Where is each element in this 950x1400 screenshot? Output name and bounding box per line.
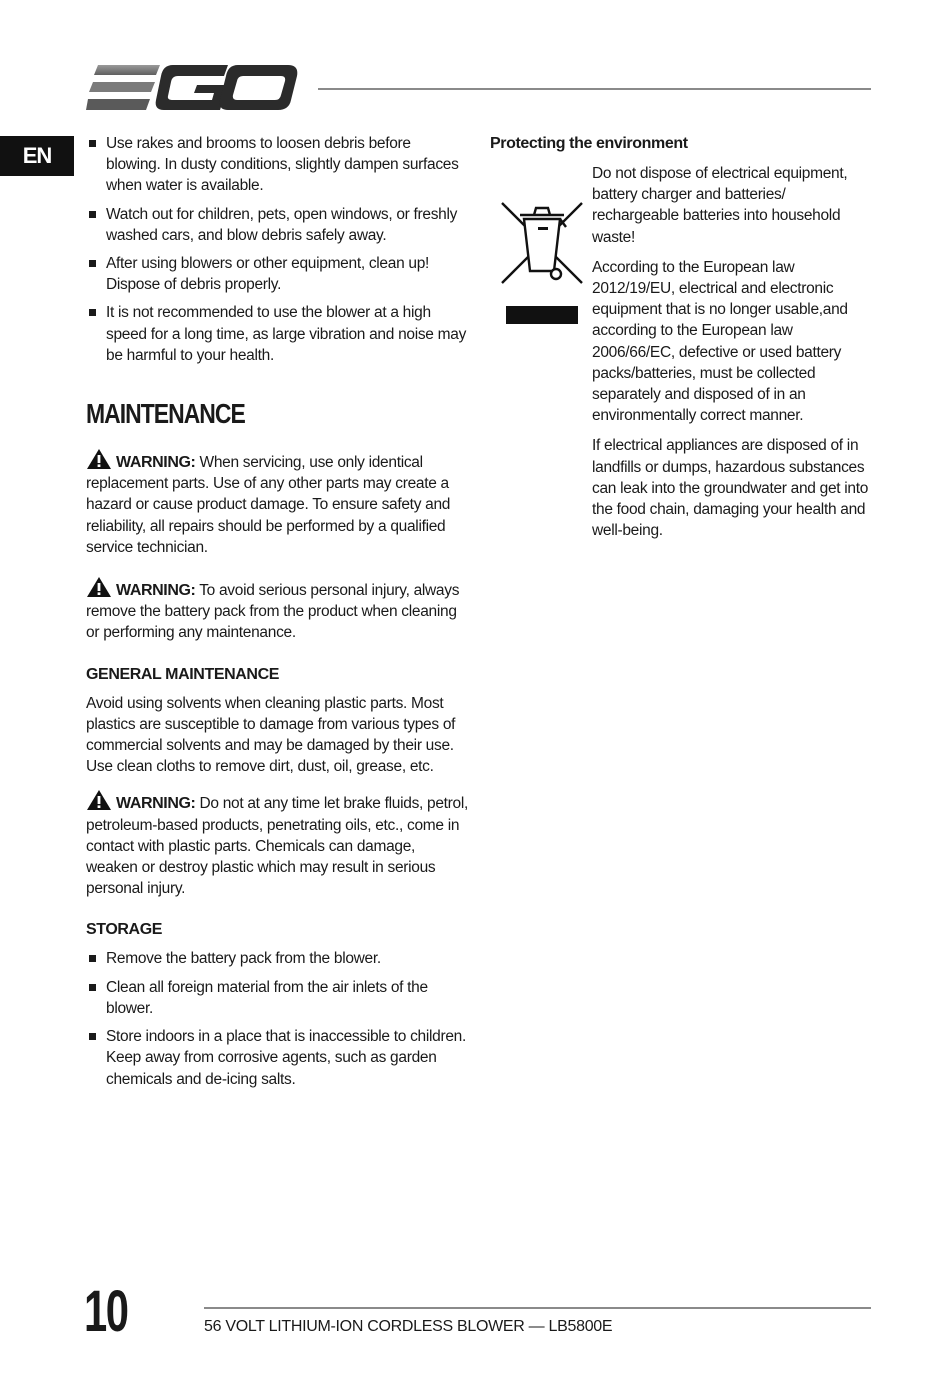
bullet-square-icon bbox=[89, 211, 96, 218]
warning-battery-removal bbox=[86, 576, 468, 644]
crossed-out-wheelie-bin-icon bbox=[498, 197, 586, 287]
warning-text: When servicing, use only identical replacement parts. Use of any other parts may create a hazard or cause product damage. To ensure safety and reliability, all repairs should be performed by a qualified service technician. bbox=[86, 454, 451, 556]
general-maintenance-text: Avoid using solvents when cleaning plastic parts. Most plastics are susceptible to damage from various types of commercial solvents and may be damaged by their use. Use clean cloths to remove dirt, dust, oil, grease, etc. bbox=[86, 694, 456, 776]
list-item-text: Use rakes and brooms to loosen debris before blowing. In dusty conditions, slightly dampen surfaces when water is available. bbox=[106, 135, 459, 195]
list-item bbox=[86, 977, 468, 1019]
bullet-square-icon bbox=[89, 260, 96, 267]
general-maintenance-heading: GENERAL MAINTENANCE bbox=[86, 665, 280, 683]
list-item bbox=[86, 948, 468, 969]
list-item bbox=[86, 204, 468, 246]
separate-collection-bar bbox=[506, 306, 578, 324]
language-tab: EN bbox=[0, 136, 74, 176]
warning-label: WARNING: bbox=[116, 454, 196, 472]
warning-servicing bbox=[86, 448, 468, 558]
storage-bullet-list bbox=[86, 948, 468, 1089]
maintenance-heading: MAINTENANCE bbox=[86, 398, 245, 430]
warning-text: Do not at any time let brake fluids, petrol, petroleum-based products, penetrating oils, etc., come in contact with plastic parts. Chemicals can damage, weaken or destroy plastic which may result in serious personal injury. bbox=[86, 795, 469, 898]
list-item bbox=[86, 253, 468, 295]
ego-logo bbox=[86, 62, 298, 114]
intro-bullet-list bbox=[86, 133, 468, 366]
environment-heading: Protecting the environment bbox=[490, 135, 688, 152]
warning-text: To avoid serious personal injury, always remove the battery pack from the product when cleaning or performing any maintenance. bbox=[86, 582, 460, 642]
environment-paragraph: Do not dispose of electrical equipment, battery charger and batteries/ rechargeable batteries into household waste! bbox=[592, 165, 848, 246]
warning-triangle-icon bbox=[86, 576, 112, 598]
list-item-text: After using blowers or other equipment, clean up! Dispose of debris properly. bbox=[106, 255, 430, 294]
environment-paragraph: According to the European law 2012/19/EU, electrical and electronic equipment that is no longer usable,and according to the European law 2006/66/EC, defective or used battery packs/batteries, must be collected separately and disposed of in an environmentally correct manner. bbox=[592, 258, 848, 425]
list-item-text: Watch out for children, pets, open windows, or freshly washed cars, and blow debris safely away. bbox=[106, 205, 458, 244]
list-item-text: Store indoors in a place that is inaccessible to children. Keep away from corrosive agents, such as garden chemicals and de-icing salts. bbox=[106, 1028, 466, 1088]
list-item bbox=[86, 302, 468, 366]
warning-triangle-icon bbox=[86, 789, 112, 811]
bullet-square-icon bbox=[89, 984, 96, 991]
list-item bbox=[86, 1026, 468, 1090]
footer-rule bbox=[204, 1307, 871, 1309]
page-number: 10 bbox=[84, 1279, 128, 1344]
warning-label: WARNING: bbox=[116, 582, 196, 600]
warning-label: WARNING: bbox=[116, 795, 196, 813]
footer-product-title: 56 VOLT LITHIUM-ION CORDLESS BLOWER — LB5800E bbox=[204, 1318, 613, 1335]
header-rule bbox=[318, 88, 871, 90]
list-item-text: It is not recommended to use the blower at a high speed for a long time, as large vibration and noise may be harmful to your health. bbox=[106, 304, 467, 364]
bullet-square-icon bbox=[89, 309, 96, 316]
bullet-square-icon bbox=[89, 1033, 96, 1040]
right-column bbox=[490, 133, 874, 550]
bullet-square-icon bbox=[89, 955, 96, 962]
storage-heading: STORAGE bbox=[86, 921, 163, 939]
list-item-text: Clean all foreign material from the air inlets of the blower. bbox=[106, 978, 428, 1017]
environment-text bbox=[592, 163, 874, 541]
bullet-square-icon bbox=[89, 140, 96, 147]
environment-section bbox=[490, 163, 874, 541]
environment-paragraph: If electrical appliances are disposed of in landfills or dumps, hazardous substances can leak into the groundwater and get into the food chain, damaging your health and well-being. bbox=[592, 437, 869, 540]
left-column bbox=[86, 133, 468, 1097]
list-item bbox=[86, 133, 468, 197]
warning-chemicals bbox=[86, 789, 468, 899]
list-item-text: Remove the battery pack from the blower. bbox=[106, 950, 381, 968]
warning-triangle-icon bbox=[86, 448, 112, 470]
